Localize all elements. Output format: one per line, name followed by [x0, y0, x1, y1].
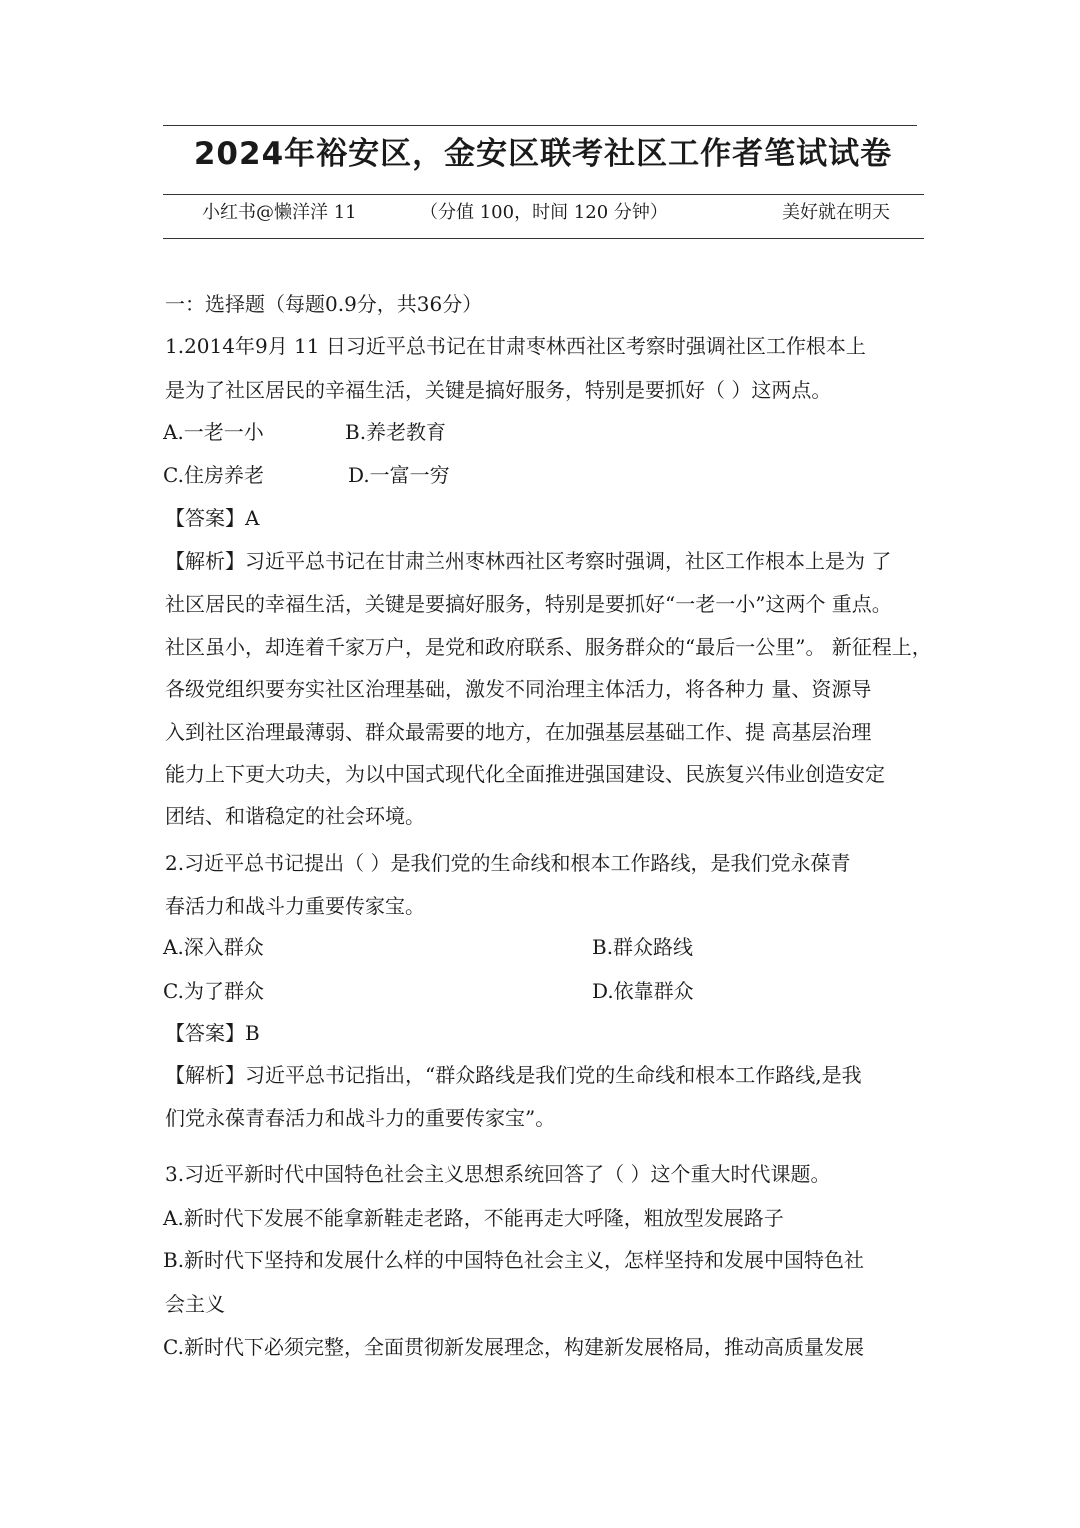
- q1-analysis-line: 能力上下更大功夫，为以中国式现代化全面推进强国建设、民族复兴伟业创造安定: [165, 762, 885, 786]
- q1-analysis-line: 社区居民的幸福生活，关键是要搞好服务，特别是要抓好“一老一小”这两个 重点。: [165, 592, 892, 616]
- header-mid-rule: [163, 194, 924, 195]
- q3-option-a: A.新时代下发展不能拿新鞋走老路，不能再走大呼隆，粗放型发展路子: [163, 1206, 784, 1230]
- q1-option-d: D.一富一穷: [348, 463, 450, 487]
- q2-analysis-line: 【解析】习近平总书记指出，“群众路线是我们党的生命线和根本工作路线,是我: [165, 1063, 862, 1087]
- motto-label: 美好就在明天: [782, 202, 890, 223]
- q2-analysis-line: 们党永葆青春活力和战斗力的重要传家宝”。: [165, 1106, 556, 1130]
- q1-analysis-line: 团结、和谐稳定的社会环境。: [165, 804, 425, 828]
- q1-option-a: A.一老一小: [163, 420, 264, 444]
- author-label: 小红书@懒洋洋 11: [202, 202, 357, 223]
- score-time-label: （分值 100，时间 120 分钟）: [420, 202, 668, 223]
- q1-analysis-line: 【解析】习近平总书记在甘肃兰州枣林西社区考察时强调，社区工作根本上是为 了: [165, 549, 892, 573]
- header-top-rule: [163, 125, 917, 126]
- q1-stem-line: 是为了社区居民的辛福生活，关键是搞好服务，特别是要抓好（ ）这两点。: [165, 378, 832, 402]
- q2-option-c: C.为了群众: [163, 979, 264, 1003]
- q1-option-c: C.住房养老: [163, 463, 264, 487]
- q3-option-b-continued: 会主义: [165, 1292, 225, 1316]
- q1-analysis-line: 社区虽小，却连着千家万户，是党和政府联系、服务群众的“最后一公里”。 新征程上，: [165, 635, 932, 659]
- q2-option-b: B.群众路线: [592, 935, 694, 959]
- header-bottom-rule: [163, 238, 924, 239]
- section-heading: 一：选择题（每题0.9分，共36分）: [165, 292, 483, 316]
- q2-option-a: A.深入群众: [163, 935, 264, 959]
- q1-option-b: B.养老教育: [345, 420, 447, 444]
- q3-option-c: C.新时代下必须完整，全面贯彻新发展理念，构建新发展格局，推动高质量发展: [163, 1335, 864, 1359]
- page-title: 2024年裕安区，金安区联考社区工作者笔试试卷: [193, 136, 893, 172]
- q2-stem-line: 2.习近平总书记提出（ ）是我们党的生命线和根本工作路线，是我们党永葆青: [165, 851, 851, 875]
- q2-answer: 【答案】B: [165, 1021, 260, 1045]
- q1-stem-line: 1.2014年9月 11 日习近平总书记在甘肃枣林西社区考察时强调社区工作根本上: [165, 334, 866, 358]
- q2-stem-line: 春活力和战斗力重要传家宝。: [165, 894, 425, 918]
- q2-option-d: D.依靠群众: [592, 979, 694, 1003]
- q3-option-b: B.新时代下坚持和发展什么样的中国特色社会主义，怎样坚持和发展中国特色社: [163, 1248, 865, 1272]
- q1-analysis-line: 入到社区治理最薄弱、群众最需要的地方，在加强基层基础工作、提 高基层治理: [165, 720, 872, 744]
- q3-stem-line: 3.习近平新时代中国特色社会主义思想系统回答了（ ）这个重大时代课题。: [165, 1162, 831, 1186]
- q1-analysis-line: 各级党组织要夯实社区治理基础，激发不同治理主体活力，将各种力 量、资源导: [165, 677, 872, 701]
- q1-answer: 【答案】A: [165, 506, 260, 530]
